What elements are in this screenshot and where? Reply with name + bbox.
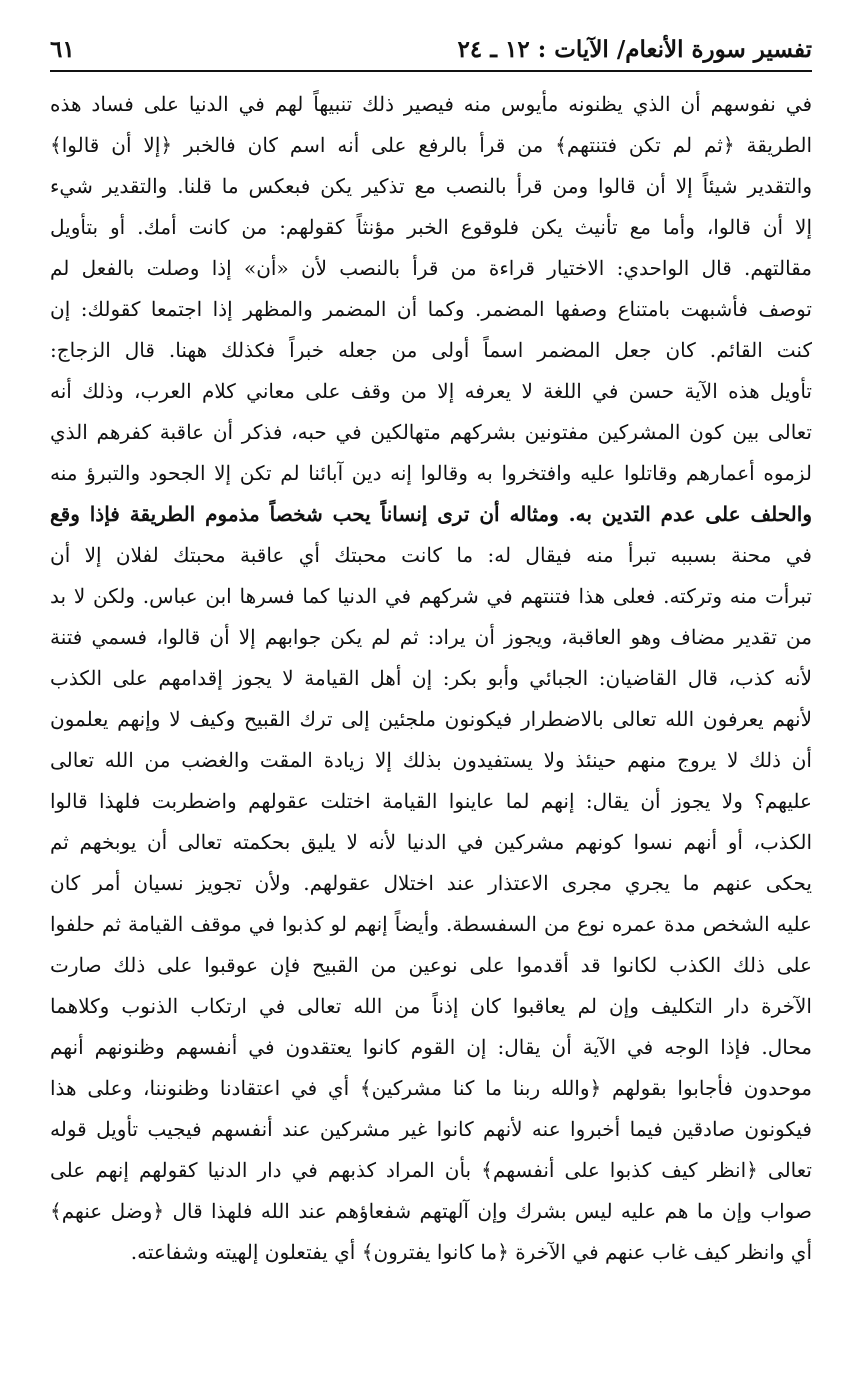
page-number: ٦١ [50, 36, 75, 63]
text-line: أي وانظر كيف غاب عنهم في الآخرة ﴿ما كانوا يفترون﴾ أي يفتعلون إلهيته وشفاعته. [130, 1240, 812, 1264]
text-line: موحدون فأجابوا بقولهم ﴿والله ربنا ما كنا مشركين﴾ أي في اعتقادنا وظنوننا، وعلى هذا [50, 1076, 812, 1100]
page-header [50, 34, 812, 68]
text-line: كنت القائم. كان جعل المضمر اسماً أولى من جعله خبراً فكذلك ههنا. قال الزجاج: [50, 338, 812, 362]
text-line: يحكى عنهم ما يجري مجرى الاعتذار عند اختلال عقولهم. ولأن تجويز نسيان أمر كان [50, 871, 812, 895]
text-line: على ذلك الكذب لكانوا قد أقدموا على نوعين من القبيح فإن عوقبوا على ذلك صارت [50, 953, 812, 977]
text-line: تعالى بين كون المشركين مفتونين بشركهم متهالكين في حبه، فذكر أن عاقبة كفرهم الذي [50, 420, 812, 444]
text-line: من تقدير مضاف وهو العاقبة، ويجوز أن يراد: ثم لم يكن جوابهم إلا أن قالوا، فسمي فتنة [50, 625, 812, 649]
text-line: عليهم؟ ولا يجوز أن يقال: إنهم لما عاينوا القيامة اختلت عقولهم واضطربت فلهذا قالوا [50, 789, 812, 813]
text-line: عليه الشخص مدة عمره نوع من السفسطة. وأيضاً إنهم لو كذبوا في موقف القيامة ثم حلفوا [50, 912, 812, 936]
text-line: إلا أن قالوا، وأما مع تأنيث يكن فلوقوع الخبر مؤنثاً كقولهم: من كانت أمك. أو بتأويل [50, 215, 812, 239]
text-line: لأنهم يعرفون الله تعالى بالاضطرار فيكونون ملجئين إلى ترك القبيح وكيف لا وإنهم يعلمون [50, 707, 812, 731]
text-line: في نفوسهم أن الذي يظنونه مأيوس منه فيصير ذلك تنبيهاً لهم في الدنيا على فساد هذه [50, 92, 812, 116]
text-line: تعالى ﴿انظر كيف كذبوا على أنفسهم﴾ بأن المراد كذبهم في دار الدنيا كقولهم إنهم على [50, 1158, 812, 1182]
text-line: فيكونون صادقين فيما أخبروا عنه لأنهم كانوا غير مشركين عند أنفسهم فيجيب تأويل قوله [50, 1117, 812, 1141]
text-line: أن ذلك لا يروج منهم حينئذ ولا يستفيدون بذلك إلا زيادة المقت والغضب من الله تعالى [50, 748, 812, 772]
text-line: لزموه أعمارهم وقاتلوا عليه وافتخروا به وقالوا إنه دين آبائنا لم تكن إلا الجحود والتبرؤ منه [50, 461, 812, 485]
text-line: في محنة بسببه تبرأ منه فيقال له: ما كانت محبتك أي عاقبة محبتك لفلان إلا أن [50, 543, 812, 567]
text-line: والحلف على عدم التدين به. ومثاله أن ترى إنساناً يحب شخصاً مذموم الطريقة فإذا وقع [50, 502, 812, 526]
text-line: تبرأت منه وتركته. فعلى هذا فتنتهم في شركهم في الدنيا كما فسرها ابن عباس. ولكن لا بد [50, 584, 812, 608]
text-line: لأنه كذب، قال القاضيان: الجبائي وأبو بكر: إن أهل القيامة لا يجوز إقدامهم على الكذب [50, 666, 812, 690]
text-line: الآخرة دار التكليف وإن لم يعاقبوا كان إذناً من الله تعالى في ارتكاب الذنوب وكلاهما [50, 994, 812, 1018]
text-line: والتقدير شيئاً إلا أن قالوا ومن قرأ بالنصب مع تذكير يكن فبعكس ما قلنا. والتقدير شيء [50, 174, 812, 198]
text-line: الكذب، أو أنهم نسوا كونهم مشركين في الدنيا لأنه لا يليق بحكمته تعالى أن يوبخهم ثم [50, 830, 812, 854]
body-text [50, 84, 812, 1273]
running-title: تفسير سورة الأنعام/ الآيات : ١٢ ـ ٢٤ [457, 36, 812, 63]
text-line: محال. فإذا الوجه في الآية أن يقال: إن القوم كانوا يعتقدون في أنفسهم وظنونهم أنهم [50, 1035, 812, 1059]
text-line: صواب وإن ما هم عليه ليس بشرك وإن آلهتهم شفعاؤهم عند الله فلهذا قال ﴿وضل عنهم﴾ [50, 1199, 812, 1223]
text-line: تأويل هذه الآية حسن في اللغة لا يعرفه إلا من وقف على معاني كلام العرب، وذلك أنه [50, 379, 812, 403]
text-line: الطريقة ﴿ثم لم تكن فتنتهم﴾ من قرأ بالرفع على أنه اسم كان فالخبر ﴿إلا أن قالوا﴾ [50, 133, 812, 157]
text-line: مقالتهم. قال الواحدي: الاختيار قراءة من قرأ بالنصب لأن «أن» إذا وصلت بالفعل لم [50, 256, 812, 280]
header-rule [50, 70, 812, 72]
text-line: توصف فأشبهت بامتناع وصفها المضمر. وكما أن المضمر والمظهر إذا اجتمعا كقولك: إن [50, 297, 812, 321]
